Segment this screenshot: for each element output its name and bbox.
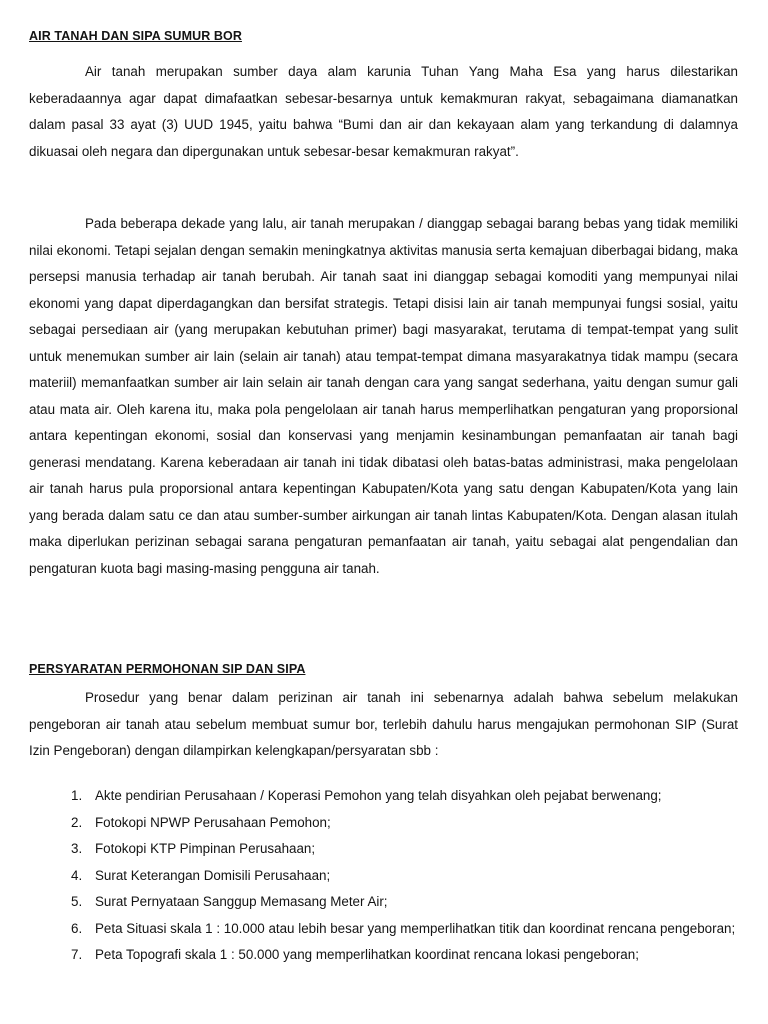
list-number: 1. [71, 788, 83, 803]
paragraph-intro: Air tanah merupakan sumber daya alam karunia Tuhan Yang Maha Esa yang harus dilestarikan keberadaannya agar dapat dimafaatkan sebesar-besarnya untuk kemakmuran rakyat, sebagaimana diamanatkan dalam pasal 33 ayat (3) UUD 1945, yaitu bahwa “Bumi dan air dan kekayaan alam yang terkandung di dalamnya dikuasai oleh negara dan dipergunakan untuk sebesar-besar kemakmuran rakyat”. [29, 64, 738, 159]
list-text: Akte pendirian Perusahaan / Koperasi Pemohon yang telah disyahkan oleh pejabat berwenang; [95, 788, 662, 803]
list-text: Surat Keterangan Domisili Perusahaan; [95, 867, 331, 883]
paragraph-background: Pada beberapa dekade yang lalu, air tanah merupakan / dianggap sebagai barang bebas yang tidak memiliki nilai ekonomi. Tetapi sejalan dengan semakin meningkatnya aktivitas manusia serta kemajuan diberbagai bidang, maka persepsi manusia terhadap air tanah berubah. Air tanah saat ini dianggap sebagai komoditi yang mempunyai nilai ekonomi yang dapat diperdagangkan dan bersifat strategis. Tetapi disisi lain air tanah mempunyai fungsi sosial, yaitu sebagai persediaan air (yang merupakan kebutuhan primer) bagi masyarakat, terutama di tempat-tempat yang sulit untuk menemukan sumber air lain (selain air tanah) atau tempat-tempat dimana masyarakatnya tidak mampu (secara materiil) memanfaatkan sumber air lain selain air tanah dengan cara yang sangat sederhana, yaitu dengan sumur gali atau mata air. Oleh karena itu, maka pola pengelolaan air tanah harus memperlihatkan pengaturan yang proporsional antara kepentingan ekonomi, sosial dan konservasi yang menjamin kesinambungan pemanfaatan air tanah bagi generasi mendatang. Karena keberadaan air tanah ini tidak dibatasi oleh batas-batas administrasi, maka pengelolaan air tanah harus pula proporsional antara kepentingan Kabupaten/Kota yang satu dengan Kabupaten/Kota yang lain yang berada dalam satu ce dan atau sumber-sumber airkungan air tanah lintas Kabupaten/Kota. Dengan alasan itulah maka diperlukan perizinan sebagai sarana pengaturan pemanfaatan air tanah, yaitu sebagai alat pengendalian dan pengaturan kuota bagi masing-masing pengguna air tanah. [29, 216, 738, 576]
list-item [29, 836, 738, 863]
list-item [29, 783, 738, 810]
list-number: 5. [71, 894, 83, 909]
list-text: Peta Situasi skala 1 : 10.000 atau lebih besar yang memperlihatkan titik dan koordinat rencana pengeboran; [95, 920, 736, 936]
list-number: 7. [71, 947, 83, 962]
list-item [29, 942, 738, 969]
requirements-list [29, 783, 738, 969]
list-text: Peta Topografi skala 1 : 50.000 yang memperlihatkan koordinat rencana lokasi pengeboran; [95, 947, 639, 962]
list-text: Fotokopi KTP Pimpinan Perusahaan; [95, 841, 316, 856]
paragraph-procedure: Prosedur yang benar dalam perizinan air tanah ini sebenarnya adalah bahwa sebelum melakukan pengeboran air tanah atau sebelum membuat sumur bor, terlebih dahulu harus mengajukan permohonan SIP (Surat Izin Pengeboran) dengan dilampirkan kelengkapan/persyaratan sbb : [29, 690, 738, 758]
section-title-persyaratan: PERSYARATAN PERMOHONAN SIP DAN SIPA [29, 662, 306, 676]
list-text: Fotokopi NPWP Perusahaan Pemohon; [95, 814, 331, 830]
list-item [29, 810, 738, 837]
list-number: 2. [71, 814, 83, 830]
list-text: Surat Pernyataan Sanggup Memasang Meter Air; [95, 894, 388, 909]
list-item [29, 889, 738, 916]
section-title-air-tanah: AIR TANAH DAN SIPA SUMUR BOR [29, 29, 242, 43]
list-item [29, 863, 738, 890]
list-number: 4. [71, 867, 83, 883]
list-item [29, 916, 738, 943]
list-number: 6. [71, 920, 83, 936]
list-number: 3. [71, 841, 83, 856]
